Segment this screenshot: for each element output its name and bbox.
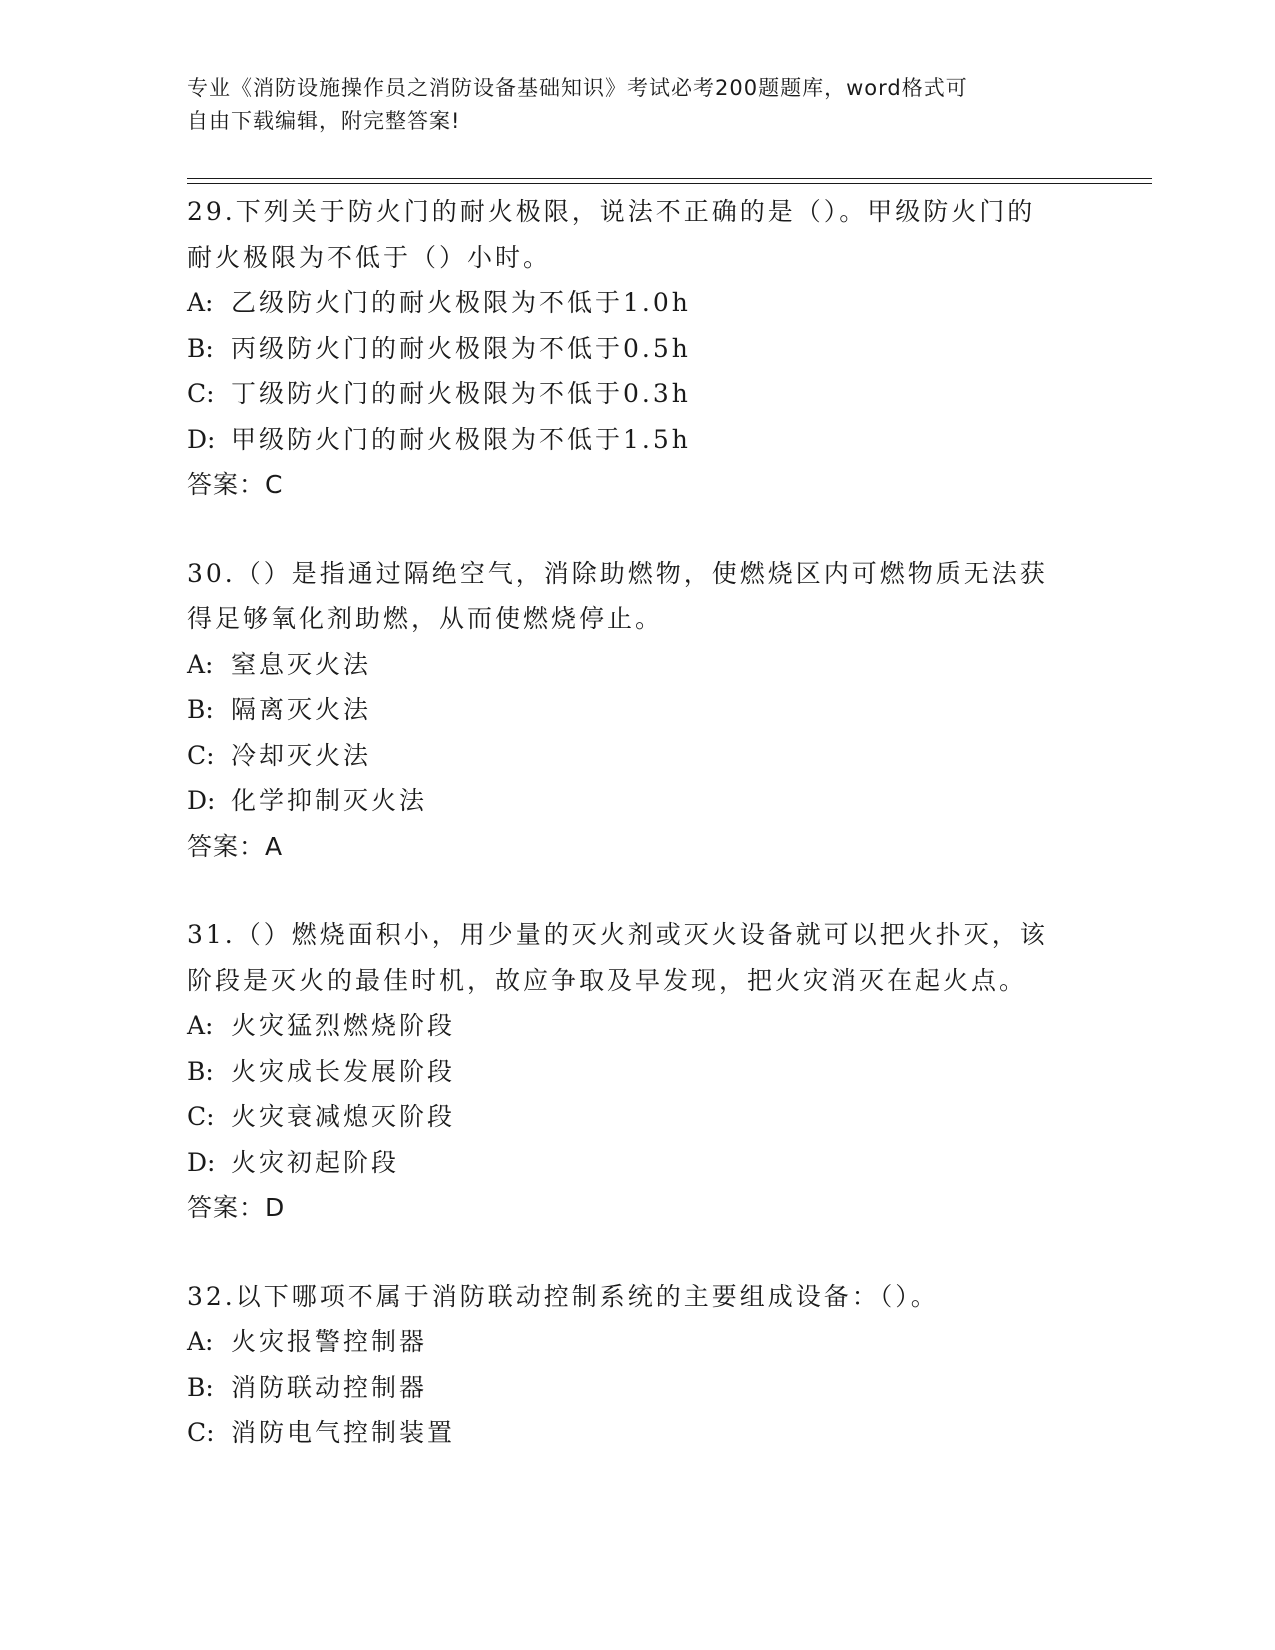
option-key: D: (187, 1147, 216, 1177)
question-block (187, 551, 1087, 870)
header-line-2: 自由下载编辑，附完整答案! (187, 109, 461, 133)
answer-option (187, 280, 1087, 326)
document-header (187, 72, 1067, 138)
option-text: 窒息灭火法 (231, 649, 372, 679)
option-text: 隔离灭火法 (231, 695, 372, 724)
option-text: 甲级防火门的耐火极限为不低于1.5h (231, 424, 691, 454)
option-key: D: (187, 424, 216, 454)
header-divider-bottom (187, 183, 1152, 184)
question-stem-line: 耐火极限为不低于（）小时。 (187, 242, 552, 272)
header-divider-top (187, 178, 1152, 179)
answer-option (187, 371, 1087, 417)
question-block (187, 912, 1087, 1231)
answer-key: 答案：A (187, 831, 284, 861)
option-text: 乙级防火门的耐火极限为不低于1.0h (231, 288, 691, 317)
answer-option (187, 417, 1087, 463)
option-key: A: (187, 1011, 214, 1040)
answer-option (187, 326, 1087, 372)
answer-option (187, 1319, 1087, 1365)
question-list (187, 189, 1087, 1499)
option-text: 丁级防火门的耐火极限为不低于0.3h (231, 379, 691, 408)
option-key: D: (187, 786, 216, 815)
question-block (187, 189, 1087, 508)
answer-option (187, 1140, 1087, 1186)
option-key: C: (187, 740, 215, 770)
answer-option (187, 1410, 1087, 1456)
option-text: 火灾衰减熄灭阶段 (231, 1102, 456, 1131)
option-key: A: (187, 1327, 214, 1356)
header-line-1: 专业《消防设施操作员之消防设备基础知识》考试必考200题题库，word格式可 (187, 76, 968, 100)
option-text: 冷却灭火法 (231, 740, 372, 770)
option-text: 火灾报警控制器 (231, 1327, 428, 1356)
option-key: C: (187, 1418, 215, 1447)
answer-option (187, 1094, 1087, 1140)
answer-option (187, 1049, 1087, 1095)
answer-option (187, 1003, 1087, 1049)
question-stem-line: 29.下列关于防火门的耐火极限，说法不正确的是（）。甲级防火门的 (187, 197, 1036, 226)
answer-key: 答案：C (187, 470, 284, 499)
option-key: B: (187, 1372, 214, 1402)
option-key: C: (187, 1102, 215, 1131)
option-text: 消防电气控制装置 (231, 1418, 456, 1447)
option-text: 火灾初起阶段 (231, 1147, 400, 1177)
question-stem-line: 31.（）燃烧面积小，用少量的灭火剂或灭火设备就可以把火扑灭，该 (187, 920, 1048, 949)
answer-option (187, 642, 1087, 688)
option-text: 化学抑制灭火法 (231, 786, 428, 815)
option-key: B: (187, 1056, 214, 1086)
option-key: A: (187, 649, 214, 679)
option-text: 丙级防火门的耐火极限为不低于0.5h (231, 333, 691, 363)
option-text: 火灾猛烈燃烧阶段 (231, 1011, 456, 1040)
option-key: A: (187, 288, 214, 317)
question-stem-line: 阶段是灭火的最佳时机，故应争取及早发现，把火灾消灭在起火点。 (187, 965, 1028, 995)
question-stem-line: 32.以下哪项不属于消防联动控制系统的主要组成设备：（）。 (187, 1281, 939, 1311)
question-block (187, 1274, 1087, 1456)
answer-option (187, 778, 1087, 824)
option-text: 火灾成长发展阶段 (231, 1056, 456, 1086)
question-stem-line: 30.（）是指通过隔绝空气，消除助燃物，使燃烧区内可燃物质无法获 (187, 558, 1048, 588)
option-key: B: (187, 333, 214, 363)
answer-option (187, 1365, 1087, 1411)
answer-option (187, 687, 1087, 733)
answer-option (187, 733, 1087, 779)
option-key: C: (187, 379, 215, 408)
option-key: B: (187, 695, 214, 724)
option-text: 消防联动控制器 (231, 1372, 428, 1402)
answer-key: 答案：D (187, 1193, 286, 1222)
question-stem-line: 得足够氧化剂助燃，从而使燃烧停止。 (187, 604, 664, 633)
